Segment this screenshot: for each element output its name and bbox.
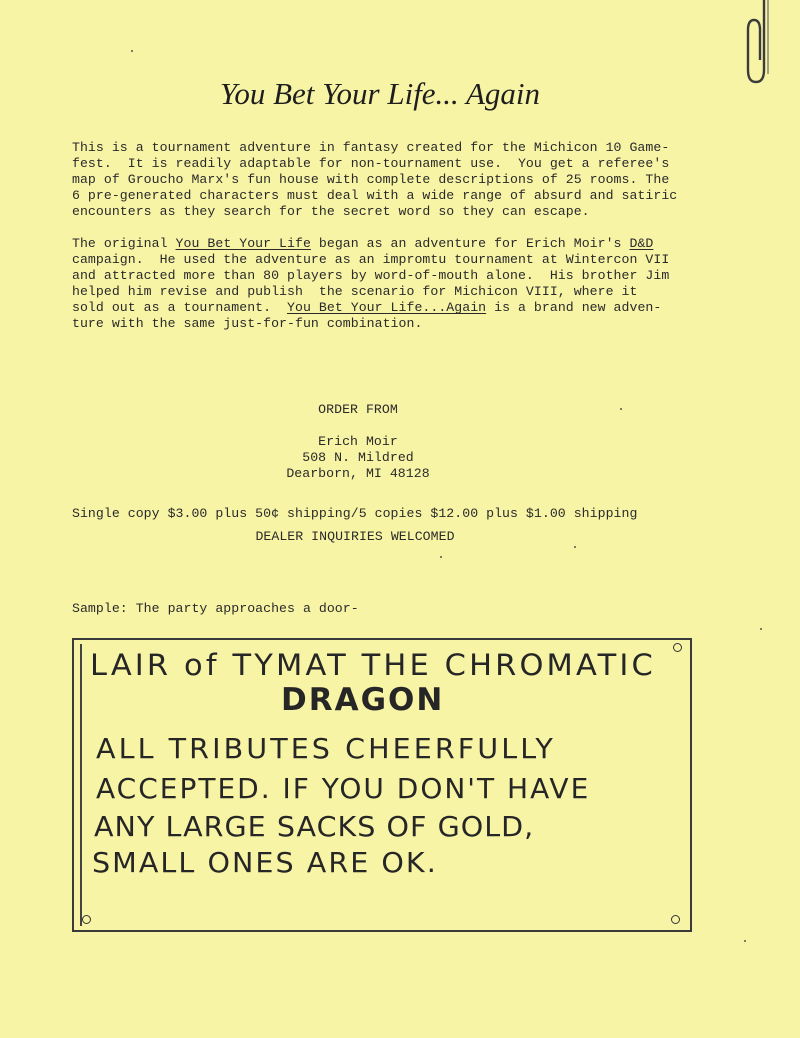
paper-speck [760, 628, 762, 630]
pricing-line: Single copy $3.00 plus 50¢ shipping/5 copies $12.00 plus $1.00 shipping [72, 506, 638, 521]
sign-line: LAIR of TYMAT THE CHROMATIC [90, 648, 656, 682]
sign-line: ANY LARGE SACKS OF GOLD, [94, 810, 535, 843]
dealer-line: DEALER INQUIRIES WELCOMED [255, 529, 455, 544]
order-name: Erich Moir [318, 434, 398, 449]
dragon-lair-sign [72, 638, 692, 932]
intro-paragraph [72, 140, 677, 220]
history-line [72, 300, 669, 316]
order-heading: ORDER FROM [318, 402, 398, 417]
paper-speck [620, 408, 622, 410]
sign-line: SMALL ONES ARE OK. [92, 846, 438, 879]
history-line: ture with the same just-for-fun combination. [72, 316, 423, 332]
sign-line: ALL TRIBUTES CHEERFULLY [96, 732, 556, 765]
paper-speck [574, 546, 576, 548]
paper-speck [744, 940, 746, 942]
order-city: Dearborn, MI 48128 [286, 466, 430, 481]
history-line: campaign. He used the adventure as an impromtu tournament at Wintercon VII [72, 252, 670, 268]
screw-icon [673, 643, 682, 652]
sign-line: DRAGON [281, 682, 445, 718]
paper-speck [440, 556, 442, 558]
history-text: is a brand new adven- [486, 300, 662, 316]
intro-line: map of Groucho Marx's fun house with complete descriptions of 25 rooms. The [72, 172, 670, 188]
intro-line: 6 pre-generated characters must deal with a wide range of absurd and satiric [72, 188, 678, 204]
history-text: began as an adventure for Erich Moir's [310, 236, 630, 251]
paper-speck [131, 50, 133, 52]
sequel-reference: You Bet Your Life...Again [287, 300, 487, 316]
sign-line: ACCEPTED. IF YOU DON'T HAVE [96, 772, 591, 805]
history-line [72, 236, 669, 252]
dnd-reference: D&D [629, 236, 654, 251]
intro-line: encounters as they search for the secret word so they can escape. [72, 204, 590, 220]
flyer-title: You Bet Your Life... Again [219, 76, 541, 111]
title-reference: You Bet Your Life [175, 236, 311, 251]
sample-label: Sample: The party approaches a door- [72, 601, 359, 616]
history-line: helped him revise and publish the scenario for Michicon VIII, where it [72, 284, 638, 300]
intro-line: This is a tournament adventure in fantasy created for the Michicon 10 Game- [72, 140, 670, 155]
screw-icon [671, 915, 680, 924]
history-text: The original [72, 236, 176, 251]
history-text: sold out as a tournament. [72, 300, 288, 316]
history-paragraph [72, 236, 669, 333]
screw-icon [82, 915, 91, 924]
intro-line: fest. It is readily adaptable for non-tournament use. You get a referee's [72, 156, 670, 172]
history-line: and attracted more than 80 players by word-of-mouth alone. His brother Jim [72, 268, 670, 284]
order-street: 508 N. Mildred [302, 450, 414, 465]
sign-inner-border [80, 644, 82, 926]
